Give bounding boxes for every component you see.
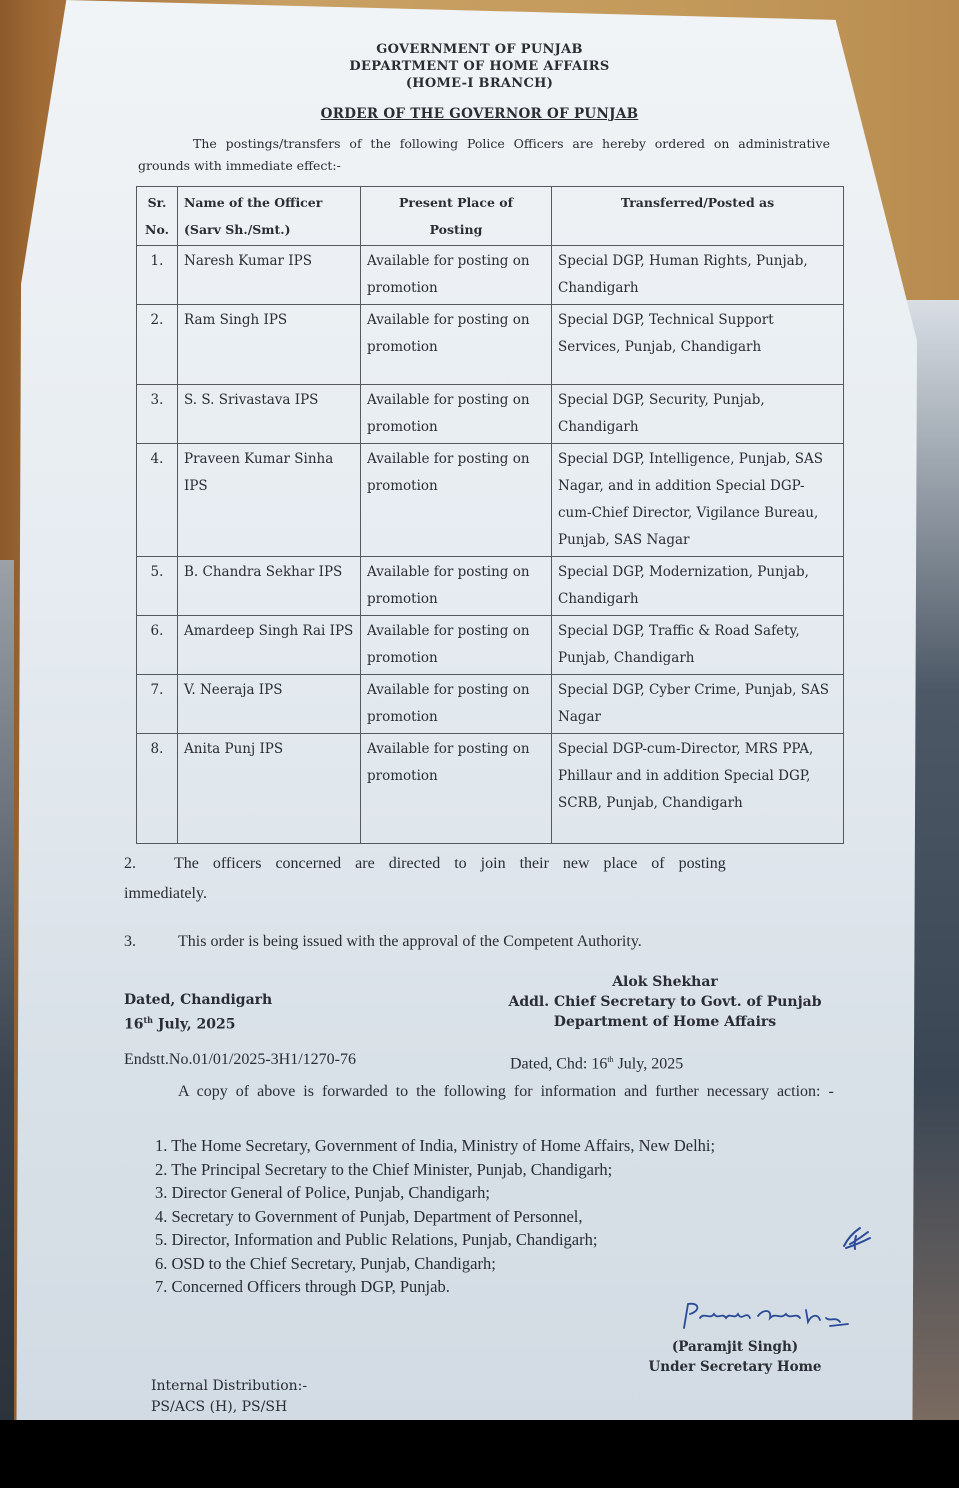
under-secretary-designation: Under Secretary Home: [648, 1359, 822, 1375]
cell-present-posting: Available for posting on promotion: [361, 616, 552, 675]
dated-month-year: July, 2025: [153, 1016, 236, 1033]
table-row: [137, 444, 844, 557]
cell-sr-no: 1.: [137, 246, 178, 305]
paragraph-2: [124, 853, 842, 875]
header-government: GOVERNMENT OF PUNJAB: [376, 42, 583, 57]
cell-transferred-posted: Special DGP, Technical Support Services, Punjab, Chandigarh: [552, 305, 844, 385]
cell-officer-name: B. Chandra Sekhar IPS: [178, 557, 361, 616]
table-row: [137, 305, 844, 385]
paragraph-3: [124, 931, 642, 953]
dated-date: [124, 1010, 272, 1035]
header-present-line1: Present Place of: [398, 195, 514, 210]
signatory-designation: Addl. Chief Secretary to Govt. of Punjab: [508, 994, 822, 1010]
paragraph-3-number: 3.: [124, 933, 136, 950]
header-sr-no: [137, 187, 178, 246]
paragraph-2-continuation: immediately.: [124, 885, 207, 902]
cell-sr-no: 6.: [137, 616, 178, 675]
header-present-line2: Posting: [429, 222, 483, 237]
postings-table: [136, 186, 844, 844]
cell-sr-no: 2.: [137, 305, 178, 385]
intro-paragraph: The postings/transfers of the following Police Officers are hereby ordered on administrative grounds with immediate effect:-: [138, 136, 830, 173]
endorsement-date: [510, 1049, 683, 1075]
paragraph-2-number: 2.: [124, 855, 136, 872]
header-sr-line1: Sr.: [147, 195, 167, 210]
under-secretary-signature: [680, 1300, 860, 1332]
cell-transferred-posted: Special DGP, Intelligence, Punjab, SAS Nagar, and in addition Special DGP-cum-Chief Director, Vigilance Bureau, Punjab, SAS Nagar: [552, 444, 844, 557]
cell-sr-no: 3.: [137, 385, 178, 444]
distribution-item: 3. Director General of Police, Punjab, Chandigarh;: [155, 1183, 490, 1202]
signatory-department: Department of Home Affairs: [553, 1014, 777, 1030]
header-sr-line2: No.: [145, 222, 169, 237]
cell-present-posting: Available for posting on promotion: [361, 385, 552, 444]
table-row: [137, 734, 844, 844]
dated-day-suffix: th: [143, 1015, 153, 1025]
header-present-posting: [361, 187, 552, 246]
table-row: [137, 557, 844, 616]
order-title: ORDER OF THE GOVERNOR OF PUNJAB: [320, 106, 639, 122]
distribution-item: 1. The Home Secretary, Government of India, Ministry of Home Affairs, New Delhi;: [155, 1136, 716, 1155]
cell-transferred-posted: Special DGP, Traffic & Road Safety, Punjab, Chandigarh: [552, 616, 844, 675]
endorsement-date-rest: July, 2025: [617, 1055, 684, 1073]
header-name-line1: Name of the Officer: [184, 195, 323, 210]
header-branch: (HOME-I BRANCH): [405, 76, 554, 91]
endorsement-number: Endstt.No.01/01/2025-3H1/1270-76: [124, 1051, 356, 1068]
table-row: [137, 616, 844, 675]
under-secretary-block: [620, 1337, 850, 1377]
table-row: [137, 246, 844, 305]
cell-sr-no: 8.: [137, 734, 178, 844]
cell-transferred-posted: Special DGP, Human Rights, Punjab, Chandigarh: [552, 246, 844, 305]
signatory-block: [480, 972, 850, 1032]
distribution-list: [155, 1134, 715, 1299]
internal-distribution-value: PS/ACS (H), PS/SH: [151, 1399, 288, 1415]
cell-officer-name: S. S. Srivastava IPS: [178, 385, 361, 444]
cell-transferred-posted: Special DGP, Security, Punjab, Chandigarh: [552, 385, 844, 444]
dated-place: Dated, Chandigarh: [124, 992, 273, 1008]
signatory-name: Alok Shekhar: [612, 974, 718, 990]
initial-mark-icon: [840, 1224, 874, 1252]
header-name-line2: (Sarv Sh./Smt.): [184, 222, 291, 237]
cell-sr-no: 7.: [137, 675, 178, 734]
dated-day: 16: [124, 1016, 144, 1033]
copy-forward-text: A copy of above is forwarded to the following for information and further necessary action: -: [178, 1083, 834, 1100]
paragraph-2-text: The officers concerned are directed to join their new place of posting: [174, 855, 726, 872]
distribution-item: 6. OSD to the Chief Secretary, Punjab, Chandigarh;: [155, 1253, 496, 1273]
endorsement-date-prefix: Dated, Chd: 16: [510, 1055, 608, 1073]
internal-distribution: [151, 1376, 307, 1418]
distribution-item: 5. Director, Information and Public Relations, Punjab, Chandigarh;: [155, 1230, 598, 1249]
cell-present-posting: Available for posting on promotion: [361, 305, 552, 385]
header-transferred-posted: Transferred/Posted as: [552, 187, 844, 246]
header-officer-name: [178, 187, 361, 246]
endorsement-date-suffix: th: [607, 1055, 614, 1064]
cell-sr-no: 5.: [137, 557, 178, 616]
cell-officer-name: Amardeep Singh Rai IPS: [178, 616, 361, 675]
cell-officer-name: Naresh Kumar IPS: [178, 246, 361, 305]
cell-present-posting: Available for posting on promotion: [361, 734, 552, 844]
bottom-black-bar: [0, 1420, 959, 1488]
distribution-item: 2. The Principal Secretary to the Chief Minister, Punjab, Chandigarh;: [155, 1159, 613, 1179]
cell-officer-name: V. Neeraja IPS: [178, 675, 361, 734]
cell-present-posting: Available for posting on promotion: [361, 675, 552, 734]
table-row: [137, 675, 844, 734]
distribution-item: 7. Concerned Officers through DGP, Punjab.: [155, 1277, 450, 1296]
cell-transferred-posted: Special DGP, Modernization, Punjab, Chandigarh: [552, 557, 844, 616]
table-row: [137, 385, 844, 444]
under-secretary-name: (Paramjit Singh): [671, 1339, 799, 1355]
cell-present-posting: Available for posting on promotion: [361, 246, 552, 305]
table-header-row: [137, 187, 844, 246]
cell-officer-name: Anita Punj IPS: [178, 734, 361, 844]
cell-present-posting: Available for posting on promotion: [361, 444, 552, 557]
cell-officer-name: Praveen Kumar Sinha IPS: [178, 444, 361, 557]
cell-officer-name: Ram Singh IPS: [178, 305, 361, 385]
cell-transferred-posted: Special DGP, Cyber Crime, Punjab, SAS Nagar: [552, 675, 844, 734]
cell-present-posting: Available for posting on promotion: [361, 557, 552, 616]
dated-block: [124, 990, 272, 1035]
cell-transferred-posted: Special DGP-cum-Director, MRS PPA, Phillaur and in addition Special DGP, SCRB, Punjab, Chandigarh: [552, 734, 844, 844]
distribution-item: 4. Secretary to Government of Punjab, Department of Personnel,: [155, 1206, 583, 1226]
paragraph-3-text: This order is being issued with the approval of the Competent Authority.: [178, 933, 642, 950]
header-department: DEPARTMENT OF HOME AFFAIRS: [349, 59, 610, 74]
internal-distribution-label: Internal Distribution:-: [151, 1378, 308, 1394]
cell-sr-no: 4.: [137, 444, 178, 557]
